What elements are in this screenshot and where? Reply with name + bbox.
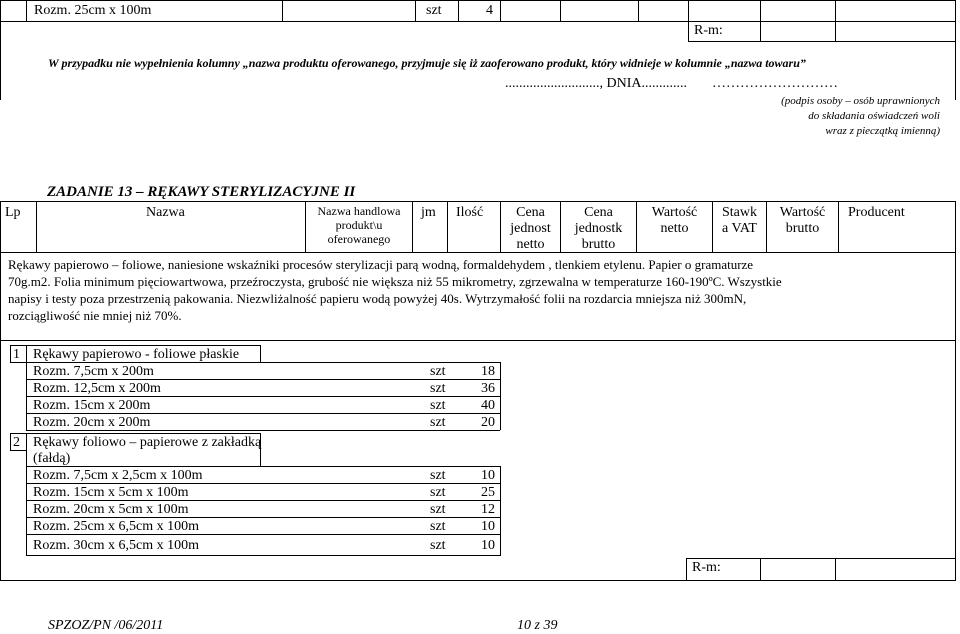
rm-label-top: R-m: [694, 23, 723, 38]
header-cena-brutto: Cena jednostk brutto [574, 205, 623, 252]
footer-code: SPZOZ/PN /06/2011 [48, 618, 164, 633]
signature-note-2: do składania oświadczeń woli [808, 110, 940, 122]
header-wartosc-brutto: Wartość brutto [779, 205, 826, 236]
signature-dots: ……………………… [712, 76, 838, 91]
header-nazwa: Nazwa [146, 205, 185, 220]
table-row-qty: 36 [481, 381, 495, 396]
header-jm: jm [421, 205, 436, 220]
signature-date-line: ..........................., DNIA............. [505, 76, 687, 91]
table-row-unit: szt [430, 381, 446, 396]
group-1-title: Rękawy papierowo - foliowe płaskie [33, 347, 240, 362]
description-line-3: napisy i testy poza przestrzenią pakowania. Niezwliżalność papieru wodą powyżej 40s. Wytrzymałość folii na rozdarcia mniejsza niż 300mN, [8, 291, 747, 306]
header-wartosc-netto: Wartość netto [651, 205, 698, 236]
table-row-name: Rozm. 7,5cm x 200m [33, 364, 154, 379]
table-row-unit: szt [430, 502, 446, 517]
table-row-unit: szt [430, 415, 446, 430]
group-2-title-line-2: (fałdą) [33, 451, 71, 466]
table-row-qty: 10 [481, 468, 495, 483]
header-ilosc: Ilość [456, 205, 484, 220]
top-row-unit: szt [426, 3, 442, 18]
table-row-unit: szt [430, 468, 446, 483]
table-row-name: Rozm. 30cm x 6,5cm x 100m [33, 538, 200, 553]
table-row-unit: szt [430, 398, 446, 413]
table-row-qty: 18 [481, 364, 495, 379]
description-line-4: rozciągliwość nie mniej niż 70%. [8, 308, 182, 323]
header-producent: Producent [848, 205, 905, 220]
table-row-unit: szt [430, 538, 446, 553]
task-title: ZADANIE 13 – RĘKAWY STERYLIZACYJNE II [47, 184, 356, 200]
table-row-unit: szt [430, 519, 446, 534]
table-row-unit: szt [430, 485, 446, 500]
table-row-qty: 40 [481, 398, 495, 413]
table-row-qty: 25 [481, 485, 495, 500]
notice-text: W przypadku nie wypełnienia kolumny „nazwa produktu oferowanego, przyjmuje się iż zaoferowano produkt, który widnieje w kolumnie „nazwa towaru” [48, 56, 806, 70]
footer-page-number: 10 z 39 [517, 618, 558, 633]
table-row-qty: 20 [481, 415, 495, 430]
table-row-name: Rozm. 25cm x 6,5cm x 100m [33, 519, 200, 534]
table-row-name: Rozm. 20cm x 5cm x 100m [33, 502, 189, 517]
table-row-name: Rozm. 15cm x 5cm x 100m [33, 485, 189, 500]
group-1-lp: 1 [13, 347, 20, 362]
signature-note-3: wraz z pieczątką imienną) [825, 125, 940, 137]
description-line-2: 70g.m2. Folia minimum pięciowartwowa, przeźroczysta, grubość nie większa niż 55 mikrometry, zgrzewalna w temperaturze 160-190ºC. Wszystkie [8, 274, 782, 289]
table-row-qty: 10 [481, 538, 495, 553]
description-line-1: Rękawy papierowo – foliowe, naniesione wskaźniki procesów sterylizacji parą wodną, formaldehydem , tlenkiem etylenu. Papier o gramaturze [8, 257, 754, 272]
table-row-name: Rozm. 15cm x 200m [33, 398, 151, 413]
header-nazwa-handlowa: Nazwa handlowa produkt\u oferowanego [317, 204, 401, 246]
group-2-title-line-1: Rękawy foliowo – papierowe z zakładką [33, 435, 262, 450]
table-row-name: Rozm. 20cm x 200m [33, 415, 151, 430]
table-row-name: Rozm. 12,5cm x 200m [33, 381, 161, 396]
table-row-unit: szt [430, 364, 446, 379]
group-2-lp: 2 [13, 435, 20, 450]
top-row-qty: 4 [486, 3, 493, 18]
rm-label-bottom: R-m: [692, 560, 721, 575]
header-stawka-vat: Stawk a VAT [722, 205, 757, 236]
table-row-qty: 12 [481, 502, 495, 517]
signature-note-1: (podpis osoby – osób uprawnionych [781, 95, 940, 107]
table-row-name: Rozm. 7,5cm x 2,5cm x 100m [33, 468, 203, 483]
table-row-qty: 10 [481, 519, 495, 534]
header-lp: Lp [5, 205, 21, 220]
top-row-item: Rozm. 25cm x 100m [34, 3, 152, 18]
header-cena-netto: Cena jednost netto [510, 205, 551, 252]
